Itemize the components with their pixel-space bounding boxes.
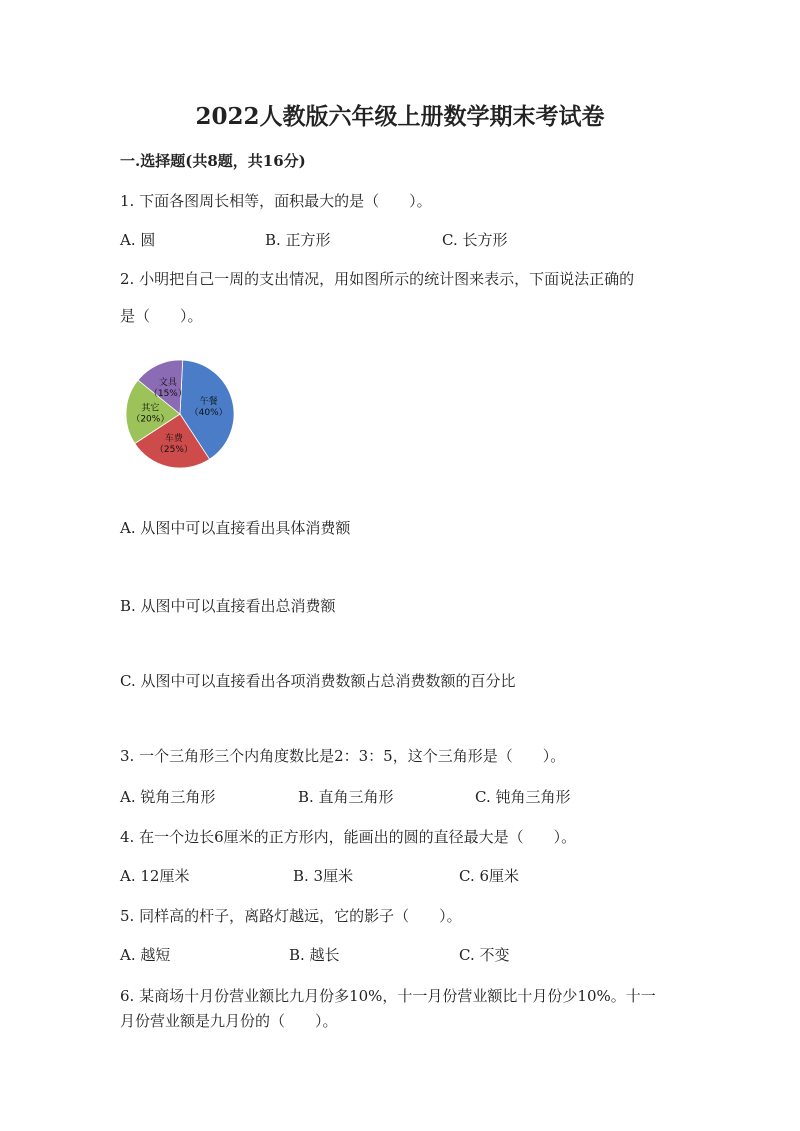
- question-3-option-b[interactable]: B. 直角三角形: [298, 788, 394, 806]
- pie-slice-percent-3: （15%）: [148, 388, 187, 399]
- question-3-stem: 3. 一个三角形三个内角度数比是2：3：5，这个三角形是（ ）。: [120, 747, 566, 765]
- pie-slice-label-3: 文具: [158, 377, 177, 388]
- question-6-stem-line2: 月份营业额是九月份的（ ）。: [120, 1012, 338, 1030]
- question-3-option-a[interactable]: A. 锐角三角形: [120, 788, 216, 806]
- question-2-stem-line1: 2. 小明把自己一周的支出情况，用如图所示的统计图来表示，下面说法正确的: [120, 270, 635, 288]
- question-1-stem: 1. 下面各图周长相等，面积最大的是（ ）。: [120, 192, 432, 210]
- question-1-option-b[interactable]: B. 正方形: [265, 231, 331, 249]
- question-4-option-a[interactable]: A. 12厘米: [120, 867, 190, 885]
- pie-slice-label-2: 其它: [141, 403, 160, 414]
- pie-slice-percent-0: （40%）: [189, 408, 228, 419]
- question-2-stem-line2: 是（ ）。: [120, 307, 203, 325]
- page-title: 2022人教版六年级上册数学期末考试卷: [195, 103, 605, 130]
- pie-chart-svg: [122, 356, 238, 472]
- question-6-stem-line1: 6. 某商场十月份营业额比九月份多10%，十一月份营业额比十月份少10%。十一: [120, 987, 656, 1005]
- expense-pie-chart: [122, 356, 238, 472]
- question-2-option-c[interactable]: C. 从图中可以直接看出各项消费数额占总消费数额的百分比: [120, 672, 516, 690]
- question-1-option-a[interactable]: A. 圆: [120, 231, 156, 249]
- question-5-option-b[interactable]: B. 越长: [289, 946, 340, 964]
- question-1-option-c[interactable]: C. 长方形: [442, 231, 508, 249]
- section-heading: 一.选择题(共8题，共16分): [120, 152, 306, 170]
- question-4-option-b[interactable]: B. 3厘米: [293, 867, 354, 885]
- question-4-stem: 4. 在一个边长6厘米的正方形内，能画出的圆的直径最大是（ ）。: [120, 828, 577, 846]
- question-3-option-c[interactable]: C. 钝角三角形: [475, 788, 571, 806]
- pie-slice-label-0: 午餐: [199, 397, 218, 408]
- question-2-option-b[interactable]: B. 从图中可以直接看出总消费额: [120, 597, 336, 615]
- question-4-option-c[interactable]: C. 6厘米: [459, 867, 520, 885]
- pie-slice-label-1: 车费: [164, 434, 183, 445]
- question-5-stem: 5. 同样高的杆子，离路灯越远，它的影子（ ）。: [120, 907, 462, 925]
- question-5-option-a[interactable]: A. 越短: [120, 946, 171, 964]
- question-5-option-c[interactable]: C. 不变: [459, 946, 510, 964]
- pie-slice-percent-2: （20%）: [131, 414, 170, 425]
- question-2-option-a[interactable]: A. 从图中可以直接看出具体消费额: [120, 519, 351, 537]
- pie-slice-percent-1: （25%）: [154, 445, 193, 456]
